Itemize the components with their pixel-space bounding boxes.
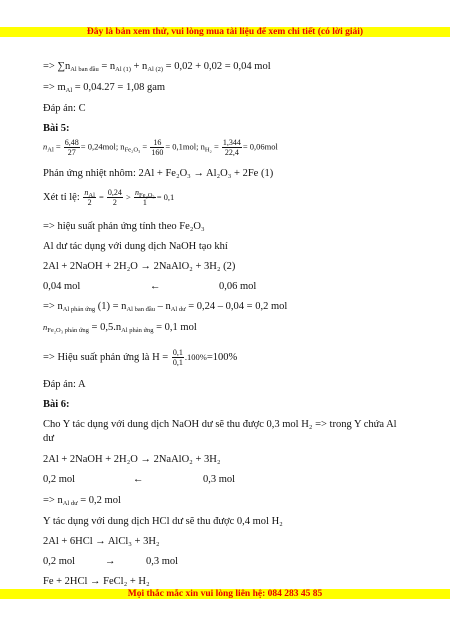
equation-hcl-al: 2Al + 6HCl → AlCl₃ + 3H₂ bbox=[43, 536, 160, 547]
mol-row-b: 0,2 mol bbox=[43, 474, 76, 485]
mol-row-c: 0,2 mol bbox=[43, 556, 76, 567]
bai6-text-2: dư bbox=[43, 433, 54, 444]
line-sum-nal: => $\sum n_{Al ban đầu} = n_{Al (1)} + n_{Al (2)} = 0,02 + 0,02 = 0,04$ mol bbox=[43, 61, 271, 73]
ratio-check: Xét tỉ lệ: $\frac{n_{Al}}{2}$ = $\frac{0,24}{2}$ > $\frac{n_{Fe_2O_3}}{1}$ = 0,1 bbox=[43, 188, 175, 207]
mol-row-a: 0,04 mol bbox=[43, 281, 81, 292]
footer-banner: Mọi thắc mắc xin vui lòng liên hệ: 084 283 45 85 bbox=[0, 589, 450, 599]
calc-moles: $n_{Al}$ = $\frac{6,48}{27}$ = 0,24mol; $n_{Fe_2O_3}$ = $\frac{16}{160}$ = 0,1mol; $n_{H_2}$ = $\frac{1,344}{22,4}$ = 0,06mol bbox=[43, 138, 278, 157]
equation-thermite: Phản ứng nhiệt nhôm: 2Al + Fe₂O₃ → Al₂O₃ + 2Fe (1) bbox=[43, 168, 274, 179]
equation-naoh-2: 2Al + 2NaOH + 2H₂O → 2NaAlO₂ + 3H₂ bbox=[43, 454, 221, 465]
mol-row-c2: 0,3 mol bbox=[146, 556, 179, 567]
arrow-left-b: ← bbox=[133, 474, 144, 485]
answer-c: Đáp án: C bbox=[43, 103, 86, 114]
mol-row-b2: 0,3 mol bbox=[203, 474, 236, 485]
arrow-left-a: ← bbox=[150, 281, 161, 292]
line-nal-du: => $n_{Al dư} = 0,2$ mol bbox=[43, 495, 121, 507]
line-hcl: Y tác dụng với dung dịch HCl dư sẽ thu được 0,4 mol H₂ bbox=[43, 516, 283, 527]
line-hieu-suat: => hiệu suất phản ứng tính theo Fe₂O₃ bbox=[43, 221, 205, 232]
heading-bai-5: Bài 5: bbox=[43, 123, 70, 134]
equation-hcl-fe: Fe + 2HCl → FeCl₂ + H₂ bbox=[43, 576, 150, 587]
line-al-du: Al dư tác dụng với dung dịch NaOH tạo khí bbox=[43, 241, 228, 252]
heading-bai-6: Bài 6: bbox=[43, 399, 70, 410]
arrow-right-c: → bbox=[105, 556, 116, 567]
line-efficiency: => Hiệu suất phản ứng là H = $\frac{0,1}{0,1}$ .100%=100% bbox=[43, 348, 238, 367]
line-nfe2o3: $n_{Fe_2O_3}$ $_{phản ứng} = 0,5.n_{Al phản ứng} = 0,1$ mol bbox=[43, 322, 197, 334]
line-nal-phan-ung: => $n_{Al phản ứng}$ $(1) = n_{Al ban đầu} - n_{Al dư} = 0,24 - 0,04 = 0,2$ mol bbox=[43, 301, 288, 313]
line-mal: => $m_{Al} = 0,04.27 = 1,08$ gam bbox=[43, 82, 166, 94]
answer-a: Đáp án: A bbox=[43, 379, 86, 390]
header-banner: Đây là bản xem thử, vui lòng mua tài liệu để xem chi tiết (có lời giải) bbox=[0, 27, 450, 37]
mol-row-a2: 0,06 mol bbox=[219, 281, 257, 292]
bai6-text-1: Cho Y tác dụng với dung dịch NaOH dư sẽ thu được 0,3 mol H₂ => trong Y chứa Al bbox=[43, 419, 397, 430]
equation-naoh-1: 2Al + 2NaOH + 2H₂O → 2NaAlO₂ + 3H₂ (2) bbox=[43, 261, 236, 272]
